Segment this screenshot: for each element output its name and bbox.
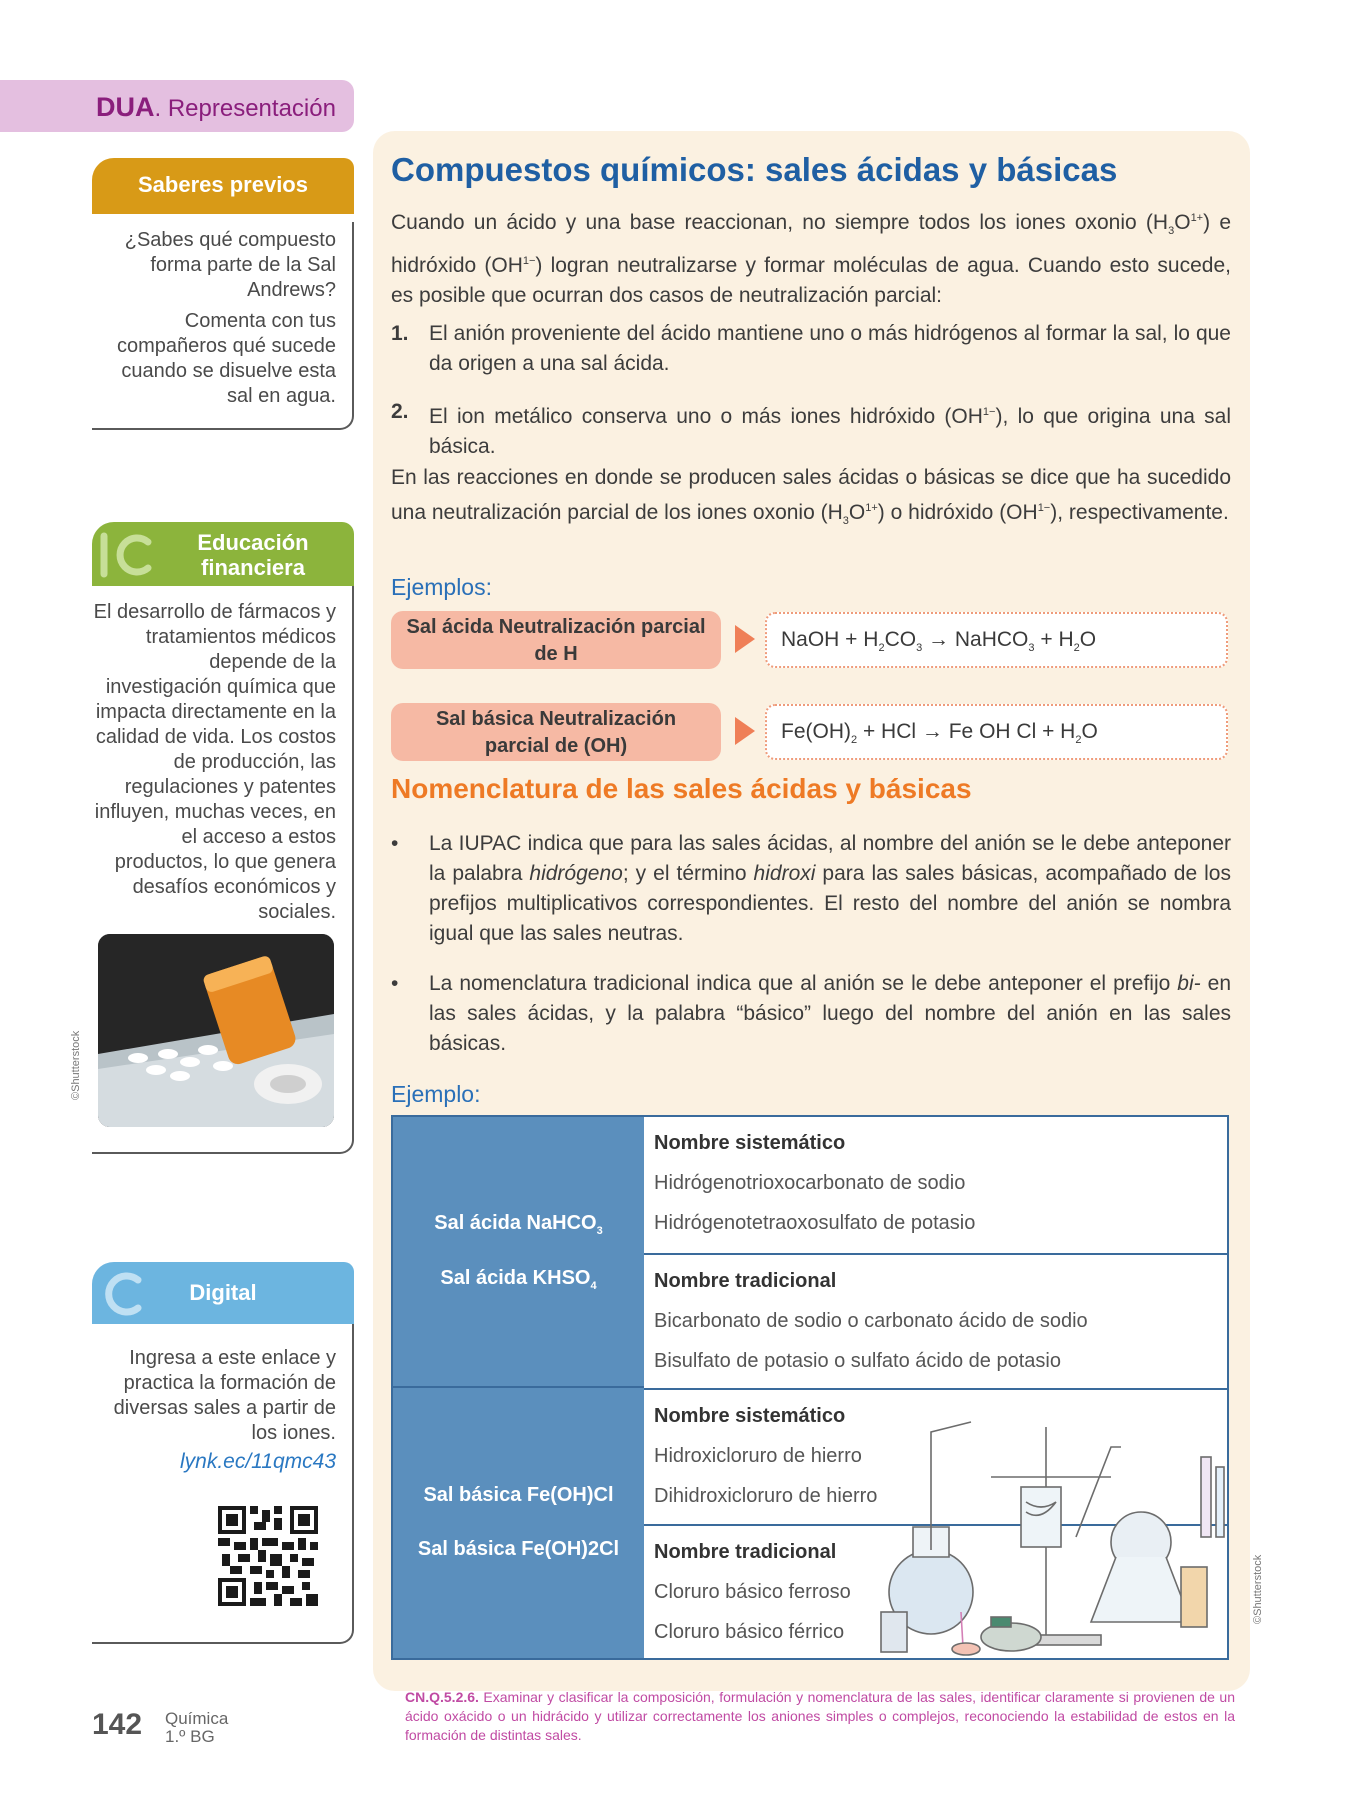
nomenclature-heading: Nomenclatura de las sales ácidas y básicas bbox=[391, 773, 972, 804]
qr-code[interactable] bbox=[218, 1506, 318, 1606]
lab-equipment-illustration bbox=[871, 1417, 1227, 1658]
ejemplos-heading: Ejemplos: bbox=[391, 574, 492, 600]
example-2-label: Sal básica Neutralización parcial de (OH) bbox=[391, 703, 721, 761]
illustration-credit: ©Shutterstock bbox=[1252, 1554, 1264, 1624]
photo-credit-left: ©Shutterstock bbox=[70, 1030, 82, 1100]
bullet-iupac: • La IUPAC indica que para las sales ácidas, al nombre del anión se le debe anteponer la palabra hidrógeno; y el término hidroxi para las sales básicas, acompañado de los prefijos multiplicativos correspondientes. El resto del nombre del anión se nombra igual que las sales neutras. bbox=[391, 832, 1231, 945]
dua-title: DUA. Representación bbox=[96, 92, 336, 122]
educacion-text: El desarrollo de fármacos y tratamientos médicos depende de la investigación química que impacta directamente en la calidad de vida. Los costos de producción, las regulaciones y patentes influyen, muchas veces, en el acceso a estos productos, lo que genera desafíos económicos y sociales. bbox=[93, 601, 336, 923]
table-left-cell-acid bbox=[393, 1117, 644, 1388]
educacion-title-1: Educación bbox=[197, 530, 309, 555]
ejemplo-heading: Ejemplo: bbox=[391, 1081, 481, 1107]
example-2-equation: $Fe(OH)_2$ + HCl → Fe OH $Cl + H_2O$ bbox=[765, 704, 1228, 760]
saberes-previos-title: Saberes previos bbox=[138, 172, 308, 197]
table-left-cell-basic bbox=[393, 1388, 644, 1658]
intro-paragraph: Cuando un ácido y una base reaccionan, no siempre todos los iones oxonio $(H_3O^{1+})$ e hidróxido $(OH^{1-})$ logran neutralizarse y formar moléculas de agua. Cuando esto sucede, es posible que ocurran dos casos de neutralización parcial: bbox=[391, 211, 1231, 308]
nomenclature-table bbox=[391, 1115, 1229, 1660]
table-row: Nombre sistemático Hidrógenotrioxocarbonato de sodio Hidrógenotetraoxosulfato de potasio bbox=[654, 1132, 976, 1234]
digital-logo-icon bbox=[96, 1270, 146, 1318]
digital-box bbox=[92, 1262, 354, 1324]
arrow-icon bbox=[735, 625, 755, 653]
pills-image bbox=[98, 934, 334, 1127]
table-left-label: Sal básica Fe(OH)2Cl bbox=[417, 1538, 620, 1560]
digital-link[interactable]: lynk.ec/11qmc43 bbox=[179, 1450, 336, 1473]
saberes-previos-box bbox=[92, 158, 354, 214]
digital-text: Ingresa a este enlace y practica la formación de diversas sales a partir de los iones. bbox=[113, 1347, 336, 1444]
table-left-label: Sal ácida NaHCO$_3$ bbox=[434, 1212, 603, 1237]
table-row: Nombre tradicional Bicarbonato de sodio o carbonato ácido de sodio Bisulfato de potasio o sulfato ácido de potasio bbox=[644, 1253, 1227, 1388]
example-1-label: Sal ácida Neutralización parcial de H bbox=[391, 611, 721, 669]
arrow-icon bbox=[735, 717, 755, 745]
section-title: Compuestos químicos: sales ácidas y básicas bbox=[391, 151, 1118, 188]
medicine-photo bbox=[98, 934, 334, 1127]
subject-label: Química 1.º BG bbox=[165, 1709, 229, 1746]
page-number: 142 bbox=[92, 1708, 143, 1741]
table-row: Nombre tradicional Cloruro básico ferroso Cloruro básico férrico bbox=[644, 1524, 1227, 1658]
educacion-title-2: financiera bbox=[201, 555, 305, 580]
curriculum-note: CN.Q.5.2.6. Examinar y clasificar la composición, formulación y nomenclatura de las sales, identificar claramente si provienen de un ácido oxácido o un hidrácido y utilizar correctamente los aniones simples o complejos, reconociendo la estabilidad de estos en la formación de distintas sales. bbox=[405, 1689, 1235, 1743]
educacion-financiera-header bbox=[92, 522, 354, 586]
table-left-label: Sal básica Fe(OH)Cl bbox=[423, 1484, 614, 1506]
digital-header bbox=[92, 1262, 354, 1324]
saberes-previos-header bbox=[92, 158, 354, 214]
list-item-2: 2. El ion metálico conserva uno o más iones hidróxido $(OH^{1-})$, lo que origina una sal básica. bbox=[391, 400, 1231, 458]
neutralization-paragraph: En las reacciones en donde se producen sales ácidas o básicas se dice que ha sucedido una neutralización parcial de los iones oxonio $(H_3O^{1+})$ o hidróxido $(OH^{1-})$, respectivamente. bbox=[391, 466, 1231, 528]
saberes-q1: ¿Sabes qué compuesto forma parte de la Sal Andrews? bbox=[124, 229, 336, 301]
dua-tab bbox=[0, 80, 354, 132]
table-row: Nombre sistemático Hidroxicloruro de hierro Dihidroxicloruro de hierro bbox=[644, 1388, 1227, 1524]
digital-title: Digital bbox=[189, 1280, 257, 1305]
ic-logo-icon bbox=[96, 530, 156, 580]
example-1-equation: NaOH + $H_2CO_3$ → NaHCO$_3$ + $H_2O$ bbox=[765, 612, 1228, 668]
table-left-label: Sal ácida $KHSO_4$ bbox=[440, 1267, 597, 1292]
main-panel bbox=[373, 131, 1250, 1691]
educacion-financiera-box bbox=[92, 522, 354, 586]
saberes-q2: Comenta con tus compañeros qué sucede cuando se disuelve esta sal en agua. bbox=[116, 310, 336, 407]
list-item-1: 1. El anión proveniente del ácido mantiene uno o más hidrógenos al formar la sal, lo que da origen a una sal ácida. bbox=[391, 322, 1231, 375]
bullet-tradicional: • La nomenclatura tradicional indica que al anión se le debe anteponer el prefijo bi- en las sales ácidas, y la palabra “básico” luego del nombre del anión en las sales básicas. bbox=[391, 972, 1231, 1055]
